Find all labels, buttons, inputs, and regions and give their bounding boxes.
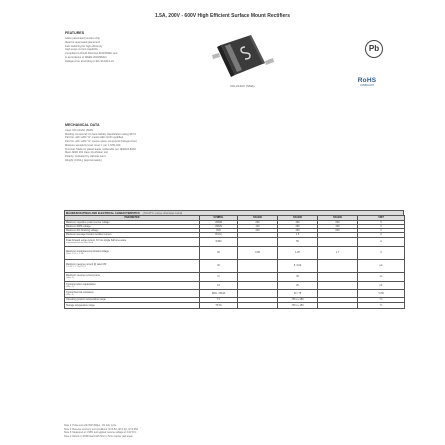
param-label: Typical junction capacitance bbox=[66, 282, 96, 286]
param-condition: (Note 3) bbox=[66, 285, 74, 288]
value-cell bbox=[318, 237, 358, 246]
param-label: Maximum average forward rectified current bbox=[66, 233, 112, 237]
unit-cell: °C bbox=[358, 297, 405, 303]
value-cell bbox=[238, 237, 278, 246]
note-item: Note 4: Mount on PCB board with 5mm x 5mm copper pad areas bbox=[64, 434, 133, 438]
mechanical-item: Part No. with suffix "G" means green compound (halogen-free) bbox=[65, 140, 137, 144]
value-cell: -55 to +150 bbox=[278, 297, 318, 303]
value-cell: 600 bbox=[318, 220, 358, 224]
rohs-logo bbox=[352, 77, 382, 87]
unit-cell: V bbox=[358, 228, 405, 232]
param-label: Storage temperature range bbox=[66, 303, 95, 307]
symbol-cell: VRMS bbox=[200, 224, 238, 228]
package-image bbox=[207, 33, 277, 81]
mechanical-item: Weight: 0.064 g (approximately) bbox=[65, 158, 102, 162]
param-label: Maximum RMS voltage bbox=[66, 224, 91, 228]
feature-item: High surge current capability bbox=[65, 48, 98, 52]
lead-free-badge bbox=[365, 40, 383, 58]
value-cell: 0.95 bbox=[238, 246, 278, 259]
table-row bbox=[65, 259, 405, 272]
symbol-cell: VF bbox=[200, 246, 238, 259]
ratings-table bbox=[64, 210, 404, 309]
value-cell: 400 bbox=[278, 220, 318, 224]
value-cell: 5 / 100 bbox=[278, 259, 318, 272]
feature-item: Fast switching for high efficiency bbox=[65, 44, 103, 48]
feature-item: Halogen-free according to IEC 61249-2-21 bbox=[65, 59, 114, 63]
note-item: Note 3: Measured at 1 MHz and applied reverse voltage of 4.0V D.C. bbox=[64, 431, 137, 434]
param-label: Peak forward surge current, 8.3 ms single half sine-wave bbox=[66, 239, 127, 243]
column-header: SFA209 bbox=[318, 216, 358, 221]
value-cell: 25 bbox=[278, 281, 318, 289]
mechanical-item: Moisture sensitivity level: level 1, per J-STD-020 bbox=[65, 143, 121, 147]
value-cell: 200 bbox=[238, 228, 278, 232]
value-cell bbox=[238, 303, 278, 309]
symbol-cell: trr bbox=[200, 272, 238, 281]
mechanical-item: Polarity: Indicated by cathode band bbox=[65, 154, 106, 158]
param-label: Maximum reverse current @ rated VR bbox=[66, 263, 107, 267]
value-cell bbox=[238, 272, 278, 281]
features-list bbox=[65, 37, 170, 64]
param-label: Operating junction temperature range bbox=[66, 298, 106, 302]
notes-section bbox=[64, 424, 324, 438]
value-cell bbox=[238, 281, 278, 289]
value-cell: 1.25 bbox=[278, 246, 318, 259]
ratings-grid bbox=[64, 215, 405, 309]
mechanical-item: Terminal: Matte tin plated leads, solderable per JESD22-B102 bbox=[65, 147, 136, 151]
value-cell: 280 bbox=[278, 224, 318, 228]
feature-item: in accordance to WEEE 2002/96/EC bbox=[65, 55, 107, 59]
table-row bbox=[65, 237, 405, 246]
ratings-condition: (TA=25°C unless otherwise noted) bbox=[142, 211, 183, 215]
value-cell bbox=[318, 303, 358, 309]
package-label: DO-214AC (SMA) bbox=[230, 84, 255, 88]
param-condition: superimposed on rated load bbox=[66, 242, 94, 245]
table-row bbox=[65, 272, 405, 281]
value-cell bbox=[318, 272, 358, 281]
mechanical-item: Case: DO-214AC (SMA) bbox=[65, 129, 94, 132]
unit-cell: V bbox=[358, 224, 405, 228]
value-cell bbox=[318, 259, 358, 272]
param-cell bbox=[65, 259, 200, 272]
value-cell bbox=[238, 259, 278, 272]
table-row bbox=[65, 281, 405, 289]
param-condition: TJ=25°C / TJ=125°C bbox=[66, 266, 87, 269]
mechanical-item: Part No. with suffix "H" means AEC-Q101 qualified bbox=[65, 136, 124, 140]
value-cell bbox=[238, 289, 278, 297]
column-header: SYMBOL bbox=[200, 216, 238, 221]
param-label: Maximum instantaneous forward voltage bbox=[66, 250, 109, 254]
unit-cell: µA bbox=[358, 259, 405, 272]
param-cell bbox=[65, 303, 200, 309]
note-item: Note 1: Pulse test with PW=300µs, 1% duty cycle bbox=[64, 424, 117, 427]
unit-cell: A bbox=[358, 233, 405, 238]
document-title: 1.5A, 200V - 600V High Efficient Surface Mount Rectifiers bbox=[154, 13, 291, 19]
param-label: Maximum repetitive peak reverse voltage bbox=[66, 220, 110, 224]
features-heading: FEATURES bbox=[65, 31, 85, 35]
param-label: Maximum reverse recovery time bbox=[66, 274, 101, 278]
param-label: Typical thermal resistance bbox=[66, 290, 94, 294]
value-cell: 35 bbox=[278, 272, 318, 281]
symbol-cell: CJ bbox=[200, 281, 238, 289]
param-condition: (Note 4) bbox=[66, 293, 74, 296]
value-cell: -55 to +150 bbox=[278, 303, 318, 309]
pb-symbol: Pb bbox=[368, 44, 380, 53]
column-header: SFA208 bbox=[278, 216, 318, 221]
rohs-subtext: COMPLIANT bbox=[360, 83, 374, 87]
symbol-cell: IF(AV) bbox=[200, 233, 238, 238]
symbol-cell: VRRM bbox=[200, 220, 238, 224]
unit-cell: °C/W bbox=[358, 289, 405, 297]
ratings-heading: MAXIMUM RATINGS AND ELECTRICAL CHARACTERISTICS bbox=[66, 211, 140, 215]
column-header: SFA206 bbox=[238, 216, 278, 221]
value-cell: 600 bbox=[318, 228, 358, 232]
feature-item: Ideal for automated placement bbox=[65, 40, 101, 44]
mechanical-item: Molding compound: UL flammability classification rating 94V-0 bbox=[65, 132, 137, 136]
column-header: UNIT bbox=[358, 216, 405, 221]
symbol-cell: TSTG bbox=[200, 303, 238, 309]
table-row bbox=[65, 289, 405, 297]
table-row bbox=[65, 246, 405, 259]
param-cell bbox=[65, 281, 200, 289]
param-label: Maximum DC blocking voltage bbox=[66, 228, 99, 232]
rohs-word: RoHS bbox=[357, 77, 377, 84]
unit-cell: °C bbox=[358, 303, 405, 309]
mechanical-item: Meet JESD 201 class 1A whisker test bbox=[65, 151, 108, 155]
param-cell bbox=[65, 289, 200, 297]
symbol-cell: RθJL / RθJA bbox=[200, 289, 238, 297]
feature-item: Compliant to RoHS Directive 2011/65/EU and bbox=[65, 52, 118, 56]
value-cell: 200 bbox=[238, 220, 278, 224]
symbol-cell: VDC bbox=[200, 228, 238, 232]
unit-cell: V bbox=[358, 246, 405, 259]
param-cell bbox=[65, 246, 200, 259]
value-cell: 420 bbox=[318, 224, 358, 228]
unit-cell: pF bbox=[358, 281, 405, 289]
param-condition: (Note 2) bbox=[66, 277, 74, 280]
value-cell: 50 bbox=[278, 237, 318, 246]
unit-cell: ns bbox=[358, 272, 405, 281]
feature-item: Glass passivated junction chip bbox=[65, 37, 100, 40]
column-header: PARAMETER bbox=[65, 216, 200, 221]
value-cell: 30 / 75 bbox=[278, 289, 318, 297]
symbol-cell: TJ bbox=[200, 297, 238, 303]
value-cell: 400 bbox=[278, 228, 318, 232]
symbol-cell: IR bbox=[200, 259, 238, 272]
value-cell bbox=[318, 289, 358, 297]
param-cell bbox=[65, 237, 200, 246]
table-row bbox=[65, 303, 405, 309]
value-cell: 1.7 bbox=[318, 246, 358, 259]
mechanical-list bbox=[65, 129, 225, 162]
param-cell bbox=[65, 272, 200, 281]
note-item: Note 2: Reverse recovery test conditions: IF=0.5A, IR=1.0A, Irr=0.25A bbox=[64, 427, 139, 431]
unit-cell: V bbox=[358, 220, 405, 224]
value-cell: 140 bbox=[238, 224, 278, 228]
symbol-cell: IFSM bbox=[200, 237, 238, 246]
unit-cell: A bbox=[358, 237, 405, 246]
param-condition: (Note 1) IF = 1.5A bbox=[66, 253, 84, 256]
value-cell bbox=[318, 281, 358, 289]
mechanical-heading: MECHANICAL DATA bbox=[65, 123, 100, 127]
value-cell: 1.5 bbox=[278, 233, 318, 238]
